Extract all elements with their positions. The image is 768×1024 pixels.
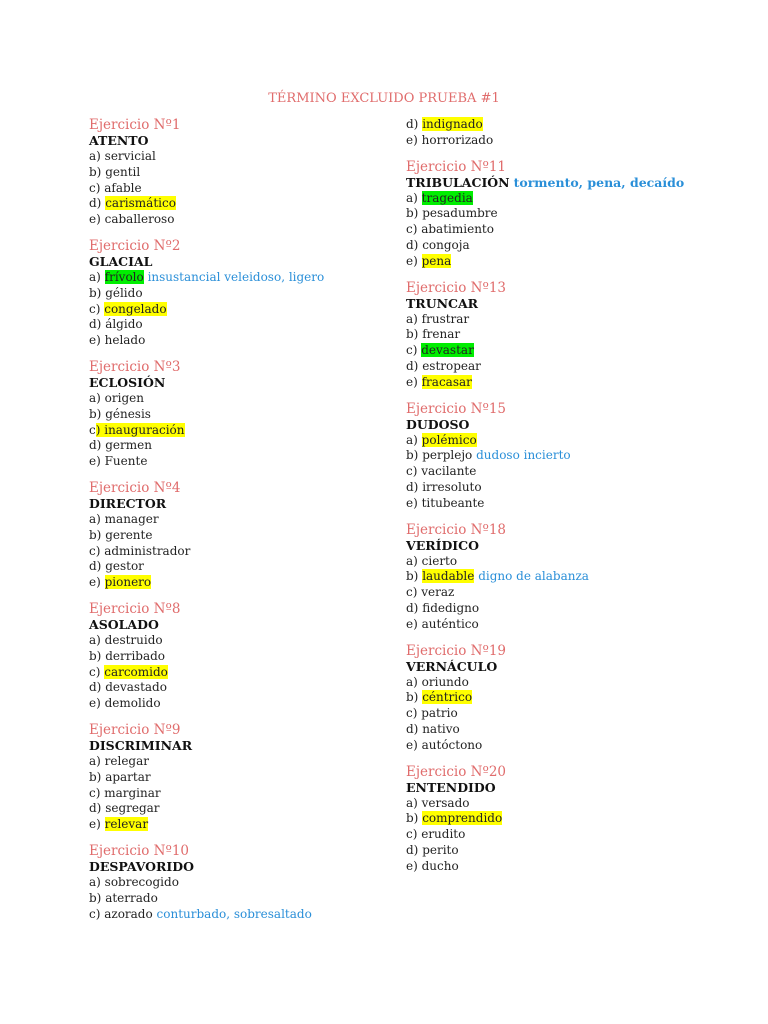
option-letter: e) [406, 374, 422, 389]
option-text: auténtico [421, 616, 479, 631]
option-letter: c) [89, 301, 105, 316]
option-letter: b) [406, 327, 423, 342]
option-letter: d) [89, 801, 106, 816]
answer-option [406, 554, 746, 570]
answer-option [89, 165, 389, 181]
answer-option [89, 559, 389, 575]
option-text: génesis [105, 406, 151, 421]
answer-option [89, 528, 389, 544]
option-text: derribado [105, 648, 166, 663]
answer-option [89, 801, 389, 817]
exercise-block [406, 764, 746, 875]
option-text: caballeroso [104, 212, 175, 227]
answer-option [89, 454, 389, 470]
answer-option [406, 133, 746, 149]
answer-option [406, 706, 746, 722]
option-text: origen [104, 390, 144, 405]
highlighted-option-text: carismático [105, 196, 176, 211]
option-letter: a) [89, 149, 105, 163]
option-letter: d) [406, 117, 423, 131]
exercise-title: Ejercicio Nº10 [89, 842, 189, 859]
answer-option [406, 827, 746, 843]
exercise-title: Ejercicio Nº8 [89, 600, 181, 617]
answer-option [89, 391, 389, 407]
answer-option [406, 312, 746, 328]
option-letter: b) [89, 890, 106, 905]
option-text: destruido [104, 632, 163, 647]
highlighted-option-text: indignado [422, 117, 483, 131]
option-letter: a) [89, 269, 105, 284]
exercise-title: Ejercicio Nº4 [89, 479, 181, 496]
synonym-note: dudoso incierto [472, 448, 571, 463]
option-letter: e) [406, 616, 422, 631]
option-letter: a) [89, 390, 105, 405]
exercise-block [89, 359, 389, 470]
exercise-block [406, 280, 746, 391]
option-text: demolido [104, 696, 161, 711]
highlighted-option-text: devastar [421, 343, 474, 358]
exercise-title: Ejercicio Nº3 [89, 358, 181, 375]
option-text: abatimiento [421, 222, 494, 237]
option-text: gestor [105, 559, 144, 574]
exercise-title: Ejercicio Nº2 [89, 237, 181, 254]
answer-option [89, 680, 389, 696]
option-text: germen [105, 438, 152, 453]
exercise-word: DISCRIMINAR [89, 737, 193, 753]
answer-option [89, 302, 389, 318]
exercise-title: Ejercicio Nº15 [406, 400, 506, 417]
answer-option [89, 665, 389, 681]
answer-option [406, 859, 746, 875]
option-letter: b) [406, 569, 423, 584]
answer-option [406, 359, 746, 375]
answer-option [89, 212, 389, 228]
option-text: estropear [422, 358, 481, 373]
answer-option [89, 423, 389, 439]
highlighted-option-text: carcomido [104, 664, 168, 679]
highlighted-option-text: pionero [104, 575, 152, 590]
answer-option [406, 343, 746, 359]
exercise-title: Ejercicio Nº11 [406, 158, 506, 175]
option-text: versado [421, 795, 470, 810]
option-letter: a) [406, 190, 422, 205]
answer-option [89, 891, 389, 907]
option-letter: c) [406, 222, 422, 237]
exercise-block [89, 117, 389, 228]
exercise-word: TRIBULACIÓN tormento, pena, decaído [406, 174, 685, 190]
answer-option [89, 544, 389, 560]
option-letter: d) [89, 317, 106, 332]
option-text: servicial [104, 149, 156, 163]
answer-option [406, 617, 746, 633]
option-text: manager [104, 511, 159, 526]
option-letter: b) [406, 690, 423, 705]
answer-option [406, 206, 746, 222]
option-text: gerente [105, 527, 153, 542]
exercise-word: ENTENDIDO [406, 779, 496, 795]
highlighted-option-text: ) inauguración [95, 422, 185, 437]
highlighted-option-text: frívolo [104, 269, 144, 284]
answer-option [89, 438, 389, 454]
answer-option [406, 722, 746, 738]
option-text: irresoluto [422, 479, 482, 494]
option-letter: c [89, 422, 96, 437]
exercise-block [89, 843, 389, 922]
answer-option [89, 649, 389, 665]
exercise-word: VERÍDICO [406, 537, 479, 553]
answer-option [89, 575, 389, 591]
answer-option [406, 191, 746, 207]
option-text: sobrecogido [104, 874, 179, 889]
word-synonym-note: tormento, pena, decaído [513, 174, 685, 190]
answer-option [89, 270, 389, 286]
option-letter: d) [406, 600, 423, 615]
answer-option [406, 480, 746, 496]
exercise-word: GLACIAL [89, 253, 153, 269]
answer-option [89, 317, 389, 333]
option-letter: b) [406, 811, 423, 826]
option-letter: b) [89, 406, 106, 421]
right-column [406, 117, 746, 885]
option-text: Fuente [104, 454, 148, 469]
option-text: frustrar [421, 311, 470, 326]
option-text: relegar [104, 753, 150, 768]
option-letter: c) [406, 464, 422, 479]
highlighted-option-text: congelado [104, 301, 167, 316]
answer-option [89, 875, 389, 891]
option-letter: e) [89, 575, 105, 590]
option-letter: c) [89, 664, 105, 679]
highlighted-option-text: tragedia [421, 190, 473, 205]
option-letter: a) [406, 674, 422, 689]
option-letter: c) [406, 343, 422, 358]
answer-option [406, 433, 746, 449]
option-letter: e) [406, 495, 422, 510]
answer-option [89, 786, 389, 802]
answer-option [406, 601, 746, 617]
option-letter: b) [89, 285, 106, 300]
exercise-block [89, 722, 389, 833]
option-letter: a) [89, 753, 105, 768]
highlighted-option-text: pena [421, 253, 452, 268]
exercise-word: ATENTO [89, 133, 149, 148]
option-letter: d) [89, 196, 106, 211]
answer-option [406, 448, 746, 464]
answer-option [89, 754, 389, 770]
option-text: ducho [421, 858, 459, 873]
option-letter: e) [89, 454, 105, 469]
highlighted-option-text: céntrico [422, 690, 473, 705]
option-letter: e) [406, 737, 422, 752]
option-text: autóctono [421, 737, 483, 752]
option-text: oriundo [421, 674, 469, 689]
exercise-word: DIRECTOR [89, 495, 167, 511]
option-letter: d) [406, 479, 423, 494]
answer-option [89, 407, 389, 423]
option-text: gélido [105, 285, 143, 300]
answer-option [406, 238, 746, 254]
answer-option [406, 738, 746, 754]
option-text: gentil [105, 164, 141, 179]
option-text: apartar [105, 769, 151, 784]
highlighted-option-text: comprendido [422, 811, 503, 826]
answer-option [406, 375, 746, 391]
exercise-word: DESPAVORIDO [89, 858, 195, 874]
option-text: vacilante [421, 464, 477, 479]
option-text: patrio [421, 706, 458, 721]
exercise-title: Ejercicio Nº20 [406, 763, 506, 780]
answer-option [406, 796, 746, 812]
answer-option [89, 633, 389, 649]
answer-option [406, 222, 746, 238]
highlighted-option-text: relevar [104, 817, 149, 832]
option-letter: b) [406, 206, 423, 221]
exercise-block [406, 159, 746, 270]
option-text: perito [422, 842, 459, 857]
option-text: fidedigno [422, 600, 480, 615]
option-letter: a) [406, 795, 422, 810]
answer-option [89, 181, 389, 197]
answer-option [89, 817, 389, 833]
answer-option [406, 464, 746, 480]
option-letter: d) [406, 358, 423, 373]
option-text: afable [104, 180, 142, 195]
option-letter: b) [89, 648, 106, 663]
option-letter: e) [89, 817, 105, 832]
option-letter: d) [89, 438, 106, 453]
exercise-block [89, 480, 389, 591]
exercise-word: DUDOSO [406, 416, 470, 432]
exercise-title: Ejercicio Nº13 [406, 279, 506, 296]
option-text: perplejo [422, 448, 473, 463]
option-text: cierto [421, 553, 458, 568]
exercise-word: ECLOSIÓN [89, 374, 166, 390]
exercise-title: Ejercicio Nº18 [406, 521, 506, 538]
continuation-block [406, 117, 746, 149]
answer-option [89, 286, 389, 302]
option-text: nativo [422, 721, 460, 736]
highlighted-option-text: polémico [421, 432, 477, 447]
synonym-note: conturbado, sobresaltado [152, 906, 312, 921]
option-letter: c) [89, 180, 105, 195]
option-letter: a) [406, 553, 422, 568]
answer-option [89, 149, 389, 165]
exercise-word: ASOLADO [89, 616, 159, 632]
answer-option [89, 907, 389, 923]
option-letter: e) [406, 253, 422, 268]
synonym-note: digno de alabanza [474, 569, 589, 584]
option-letter: c) [406, 827, 422, 842]
option-text: congoja [422, 237, 470, 252]
answer-option [89, 196, 389, 212]
highlighted-option-text: fracasar [421, 374, 472, 389]
option-letter: c) [89, 543, 105, 558]
option-letter: c) [89, 785, 105, 800]
option-letter: e) [89, 696, 105, 711]
exercise-title: Ejercicio Nº19 [406, 642, 506, 659]
synonym-note: insustancial veleidoso, ligero [143, 269, 325, 284]
left-column [89, 117, 389, 932]
option-letter: d) [406, 721, 423, 736]
exercise-word: VERNÁCULO [406, 658, 498, 674]
option-text: marginar [104, 785, 161, 800]
answer-option [406, 254, 746, 270]
exercise-block [406, 643, 746, 754]
answer-option [89, 696, 389, 712]
option-letter: c) [406, 585, 422, 600]
option-letter: b) [89, 769, 106, 784]
option-letter: a) [89, 511, 105, 526]
option-text: administrador [104, 543, 191, 558]
option-letter: d) [89, 559, 106, 574]
option-letter: e) [89, 333, 105, 348]
exercise-title: Ejercicio Nº1 [89, 117, 181, 133]
answer-option [406, 675, 746, 691]
answer-option [406, 585, 746, 601]
answer-option [89, 512, 389, 528]
option-letter: a) [406, 432, 422, 447]
option-text: horrorizado [421, 132, 494, 147]
exercise-block [406, 522, 746, 633]
answer-option [406, 117, 746, 133]
exercise-word: TRUNCAR [406, 295, 479, 311]
option-letter: e) [406, 858, 422, 873]
answer-option [406, 496, 746, 512]
option-text: helado [104, 333, 146, 348]
option-letter: a) [89, 632, 105, 647]
option-letter: b) [406, 448, 423, 463]
answer-option [406, 843, 746, 859]
option-text: pesadumbre [422, 206, 498, 221]
answer-option [406, 327, 746, 343]
option-text: segregar [105, 801, 160, 816]
exercise-title: Ejercicio Nº9 [89, 721, 181, 738]
option-text: aterrado [105, 890, 158, 905]
option-text: veraz [421, 585, 455, 600]
option-text: titubeante [421, 495, 485, 510]
option-letter: d) [406, 842, 423, 857]
option-text: azorado [104, 906, 153, 921]
page-title: TÉRMINO EXCLUIDO PRUEBA #1 [268, 91, 500, 106]
option-text: devastado [105, 680, 167, 695]
option-letter: a) [406, 311, 422, 326]
option-text: álgido [105, 317, 143, 332]
highlighted-option-text: laudable [422, 569, 475, 584]
option-letter: d) [406, 237, 423, 252]
option-letter: e) [89, 212, 105, 227]
answer-option [89, 333, 389, 349]
exercise-block [89, 601, 389, 712]
option-letter: a) [89, 874, 105, 889]
answer-option [406, 690, 746, 706]
option-letter: c) [406, 706, 422, 721]
exercise-block [406, 401, 746, 512]
answer-option [406, 811, 746, 827]
option-letter: e) [406, 132, 422, 147]
option-letter: b) [89, 164, 106, 179]
option-letter: c) [89, 906, 105, 921]
option-letter: d) [89, 680, 106, 695]
answer-option [89, 770, 389, 786]
option-text: erudito [421, 827, 466, 842]
exercise-block [89, 238, 389, 349]
option-text: frenar [422, 327, 461, 342]
option-letter: b) [89, 527, 106, 542]
answer-option [406, 569, 746, 585]
